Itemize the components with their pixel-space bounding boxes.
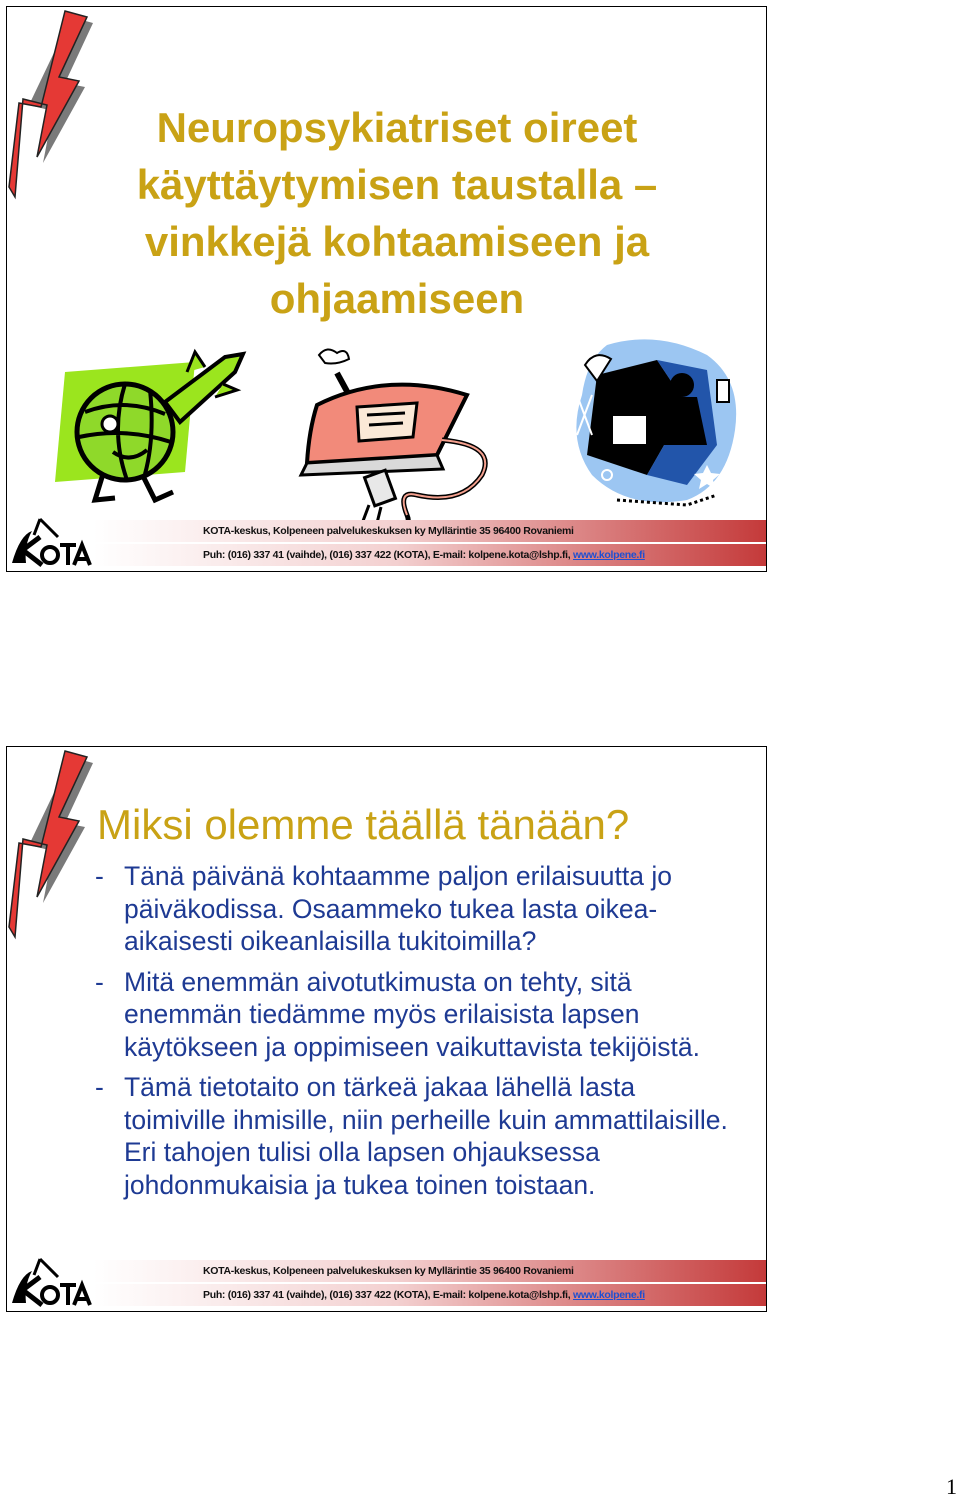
page-number: 1 [946, 1474, 957, 1499]
footer-contact: Puh: (016) 337 41 (vaihde), (016) 337 422 (KOTA), E-mail: kolpene.kota@lshp.fi, www.kolpene.fi [203, 1289, 645, 1301]
business-person-clipart [567, 335, 747, 510]
lightning-bolt-decoration [7, 747, 107, 947]
footer-contact: Puh: (016) 337 41 (vaihde), (016) 337 422 (KOTA), E-mail: kolpene.kota@lshp.fi, www.kolpene.fi [203, 549, 645, 561]
iron-clipart [297, 345, 497, 530]
list-item: - Tämä tietotaito on tärkeä jakaa lähellä lasta toimiville ihmisille, niin perheille kuin ammattilaisille. Eri tahojen tulisi olla lapsen ohjauksessa johdonmukaisia ja tukea toinen toistaan. [95, 1072, 728, 1200]
kota-logo [10, 515, 92, 571]
kota-logo [10, 1255, 92, 1311]
slide-1-title: Neuropsykiatriset oireet käyttäytymisen taustalla – vinkkejä kohtaamiseen ja ohjaamiseen [136, 104, 658, 322]
footer-address: KOTA-keskus, Kolpeneen palvelukeskuksen ky Myllärintie 35 96400 Rovaniemi [203, 525, 574, 537]
globe-rocket-clipart [55, 342, 255, 507]
slide-2-title: Miksi olemme täällä tänään? [97, 801, 630, 848]
slide-1 [6, 6, 767, 572]
slide-1-footer [7, 515, 766, 571]
list-item: - Tänä päivänä kohtaamme paljon erilaisuutta jo päiväkodissa. Osaammeko tukea lasta oikea-aikaisesti oikeanlaisilla tukitoimilla? [95, 861, 672, 956]
slide-2-bullet-list [95, 860, 735, 1209]
footer-website-link[interactable]: www.kolpene.fi [573, 1289, 645, 1301]
slide-2 [6, 746, 767, 1312]
footer-address: KOTA-keskus, Kolpeneen palvelukeskuksen ky Myllärintie 35 96400 Rovaniemi [203, 1265, 574, 1277]
slide-2-footer [7, 1255, 766, 1311]
footer-website-link[interactable]: www.kolpene.fi [573, 549, 645, 561]
list-item: - Mitä enemmän aivotutkimusta on tehty, sitä enemmän tiedämme myös erilaisista lapsen käytökseen ja oppimiseen vaikuttavista tekijöistä. [95, 966, 700, 1062]
